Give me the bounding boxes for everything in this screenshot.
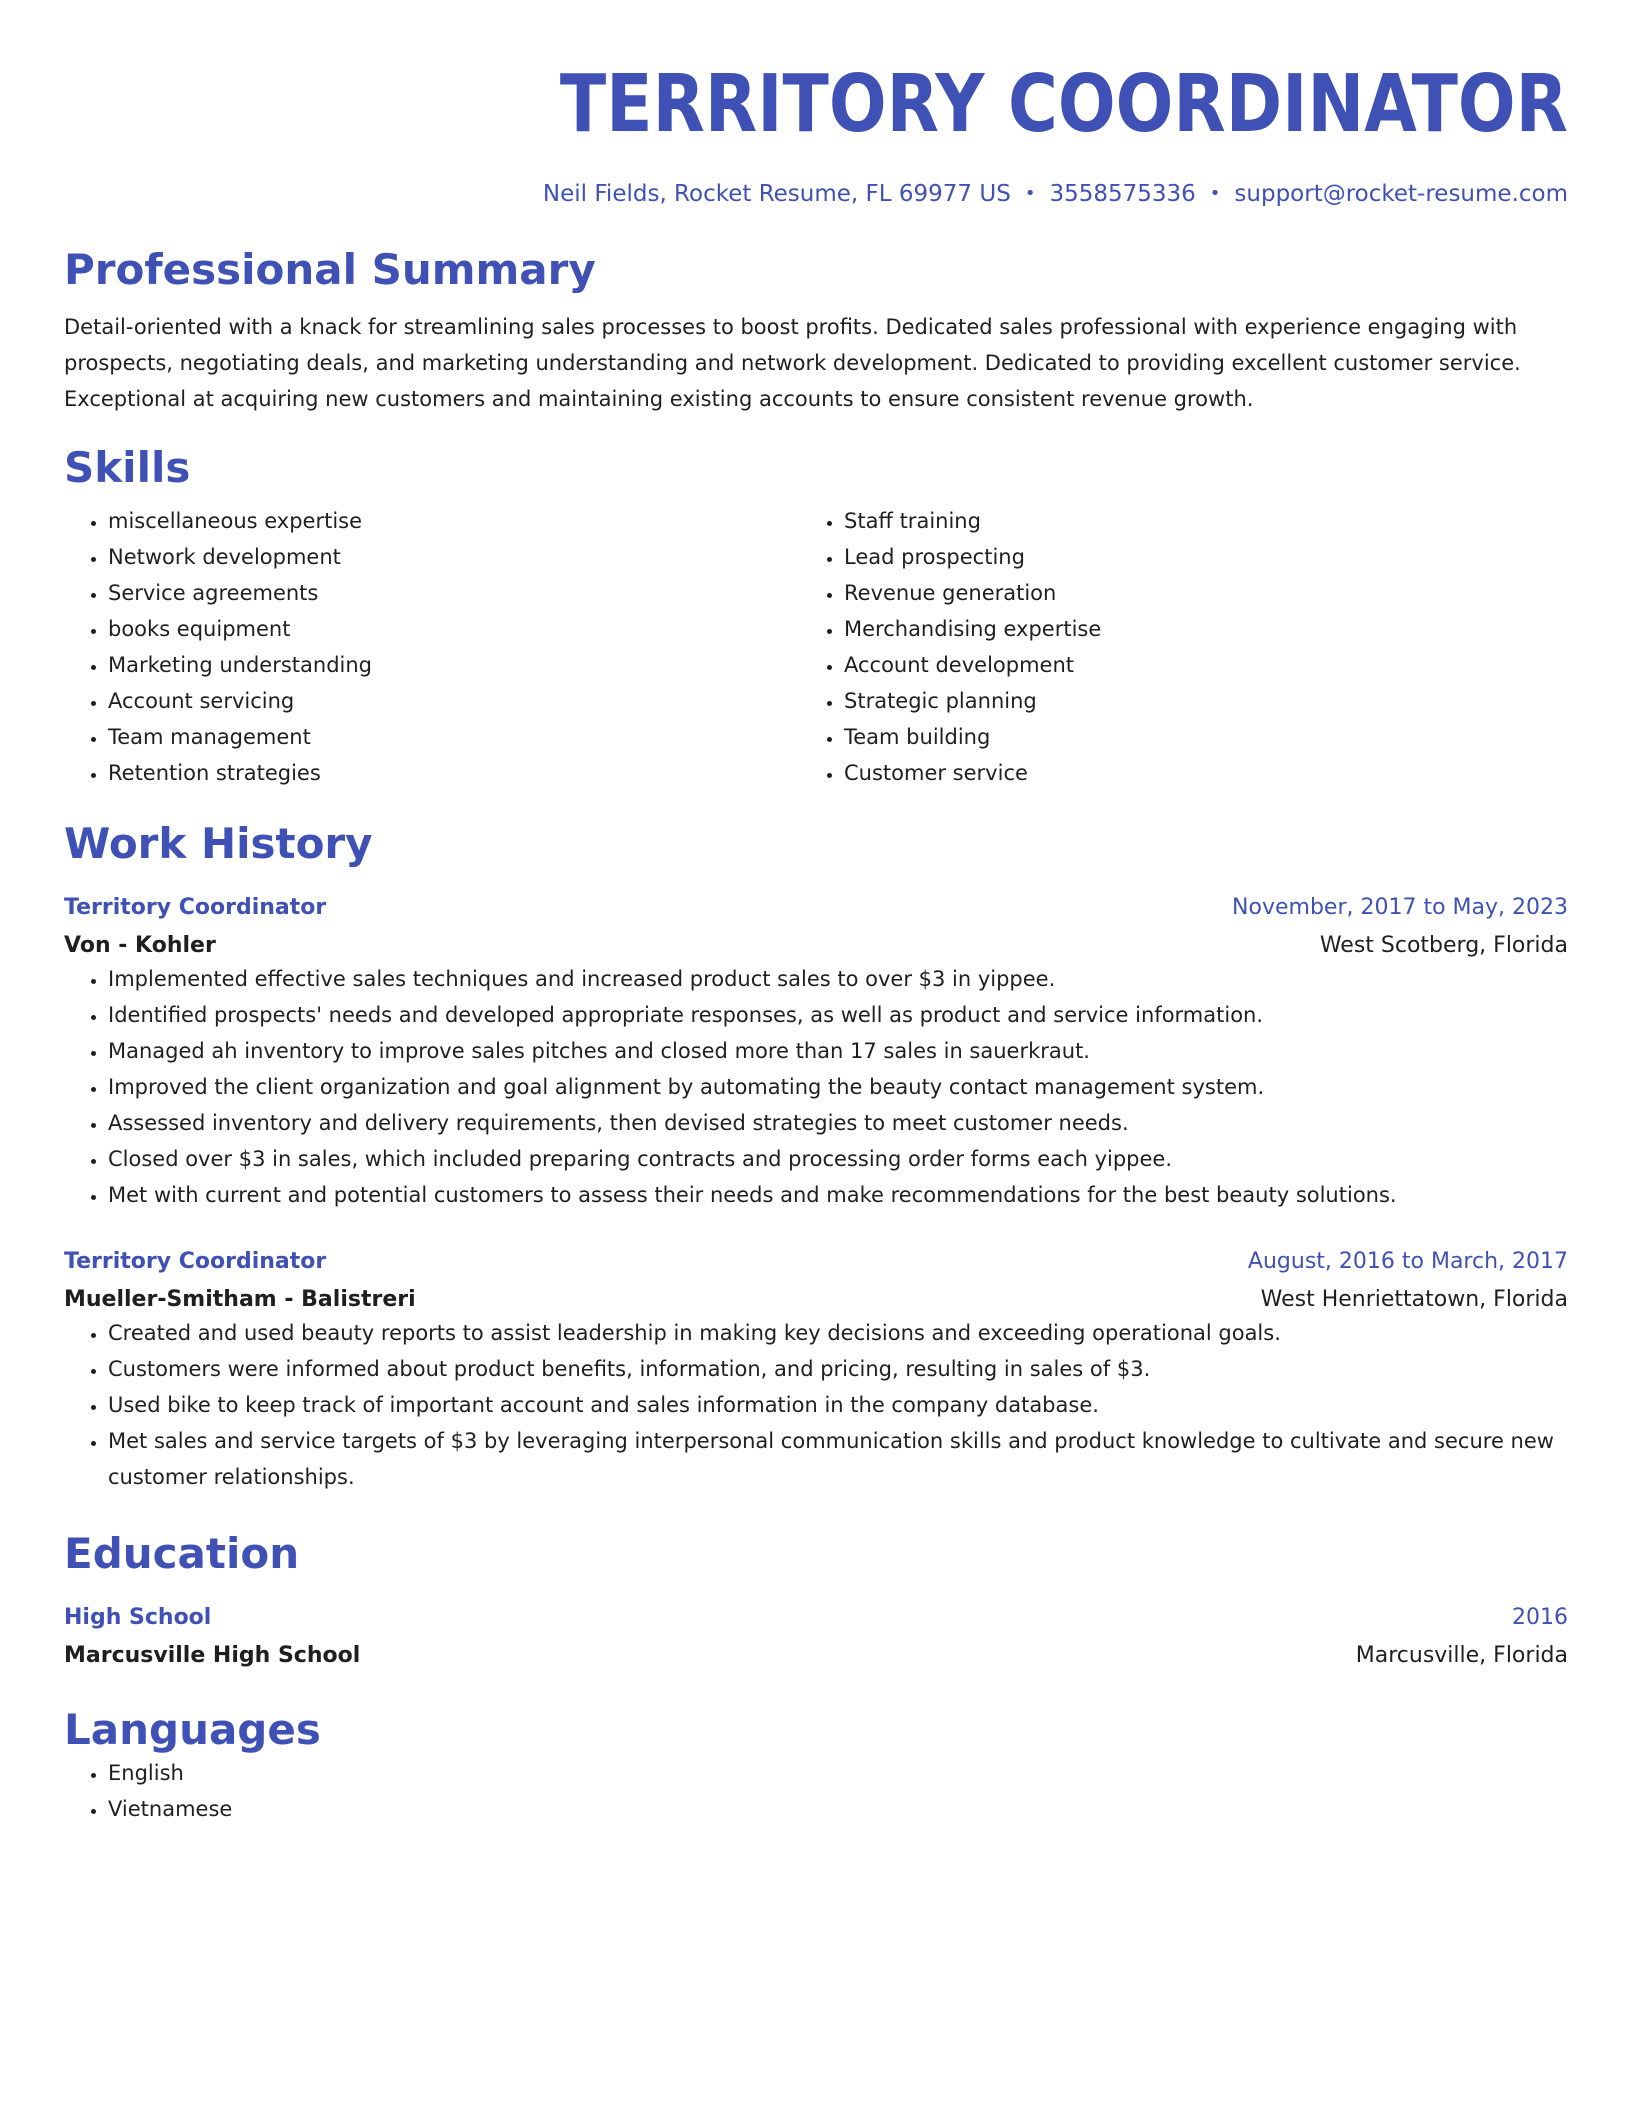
job-entry — [64, 1247, 1568, 1495]
skill-item: • Account development — [844, 647, 1536, 683]
contact-line — [64, 179, 1568, 209]
skill-item: • Team building — [844, 719, 1536, 755]
job-dates: August, 2016 to March, 2017 — [1247, 1249, 1568, 1274]
skill-item: • books equipment — [108, 611, 800, 647]
skills-column-right — [800, 503, 1536, 791]
job-bullet: • Created and used beauty reports to assist leadership in making key decisions and exceeding operational goals. — [108, 1315, 1568, 1351]
skill-item: • Marketing understanding — [108, 647, 800, 683]
section-title-education: Education — [64, 1529, 300, 1578]
job-bullet: • Used bike to keep track of important account and sales information in the company database. — [108, 1387, 1568, 1423]
skills-column-left — [64, 503, 800, 791]
skills-grid — [64, 503, 1568, 791]
job-title: Territory Coordinator — [64, 895, 327, 920]
contact-phone: 3558575336 — [1049, 181, 1196, 207]
skill-item: • Strategic planning — [844, 683, 1536, 719]
job-bullet: • Closed over $3 in sales, which included preparing contracts and processing order forms each yippee. — [108, 1141, 1568, 1177]
skill-item: • Retention strategies — [108, 755, 800, 791]
job-bullet: • Implemented effective sales techniques and increased product sales to over $3 in yippee. — [108, 961, 1568, 997]
job-company: Mueller-Smitham - Balistreri — [64, 1287, 416, 1312]
education-subheader — [64, 1641, 1568, 1671]
skill-item: • miscellaneous expertise — [108, 503, 800, 539]
job-bullet: • Met with current and potential customers to assess their needs and make recommendations for the best beauty solutions. — [108, 1177, 1568, 1213]
job-header — [64, 1247, 1568, 1277]
skill-item: • Merchandising expertise — [844, 611, 1536, 647]
skill-item: • Lead prospecting — [844, 539, 1536, 575]
job-bullet: • Identified prospects' needs and developed appropriate responses, as well as product and service information. — [108, 997, 1568, 1033]
section-title-skills: Skills — [64, 443, 191, 492]
education-entry — [64, 1603, 1568, 1671]
job-bullet: • Customers were informed about product benefits, information, and pricing, resulting in sales of $3. — [108, 1351, 1568, 1387]
job-subheader — [64, 931, 1568, 961]
job-location: West Scotberg, Florida — [1319, 933, 1568, 958]
job-location: West Henriettatown, Florida — [1260, 1287, 1568, 1312]
skill-item: • Network development — [108, 539, 800, 575]
job-title: Territory Coordinator — [64, 1249, 327, 1274]
education-header — [64, 1603, 1568, 1633]
language-item: • Vietnamese — [108, 1791, 1568, 1827]
education-school: Marcusville High School — [64, 1643, 361, 1668]
section-title-work-history: Work History — [64, 819, 373, 868]
contact-email[interactable]: support@rocket-resume.com — [1234, 181, 1568, 207]
job-subheader — [64, 1285, 1568, 1315]
job-bullet: • Managed ah inventory to improve sales pitches and closed more than 17 sales in sauerkraut. — [108, 1033, 1568, 1069]
separator-dot: • — [1209, 183, 1221, 204]
separator-dot: • — [1024, 183, 1036, 204]
section-title-summary: Professional Summary — [64, 245, 596, 294]
summary-text: Detail-oriented with a knack for streamlining sales processes to boost profits. Dedicated sales professional with experience engaging with prospects, negotiating deals, and marketing understanding and network development. Dedicated to providing excellent customer service. Exceptional at acquiring new customers and maintaining existing accounts to ensure consistent revenue growth. — [64, 315, 1521, 411]
education-location: Marcusville, Florida — [1355, 1643, 1568, 1668]
job-header — [64, 893, 1568, 923]
education-year: 2016 — [1512, 1605, 1568, 1630]
job-company: Von - Kohler — [64, 933, 216, 958]
job-bullet: • Improved the client organization and goal alignment by automating the beauty contact management system. — [108, 1069, 1568, 1105]
job-bullet: • Assessed inventory and delivery requirements, then devised strategies to meet customer needs. — [108, 1105, 1568, 1141]
candidate-name: TERRITORY COORDINATOR — [559, 58, 1568, 150]
section-title-languages: Languages — [64, 1705, 321, 1754]
job-bullets — [64, 1315, 1568, 1495]
skill-item: • Account servicing — [108, 683, 800, 719]
education-degree: High School — [64, 1605, 212, 1630]
job-bullet: • Met sales and service targets of $3 by leveraging interpersonal communication skills and product knowledge to cultivate and secure new customer relationships. — [108, 1423, 1568, 1495]
skill-item: • Service agreements — [108, 575, 800, 611]
skill-item: • Customer service — [844, 755, 1536, 791]
job-bullets — [64, 961, 1568, 1213]
job-dates: November, 2017 to May, 2023 — [1232, 895, 1568, 920]
skill-item: • Staff training — [844, 503, 1536, 539]
language-item: • English — [108, 1755, 1568, 1791]
job-entry — [64, 893, 1568, 1213]
languages-list — [64, 1755, 1568, 1827]
contact-address: Neil Fields, Rocket Resume, FL 69977 US — [542, 181, 1011, 207]
skill-item: • Team management — [108, 719, 800, 755]
skill-item: • Revenue generation — [844, 575, 1536, 611]
